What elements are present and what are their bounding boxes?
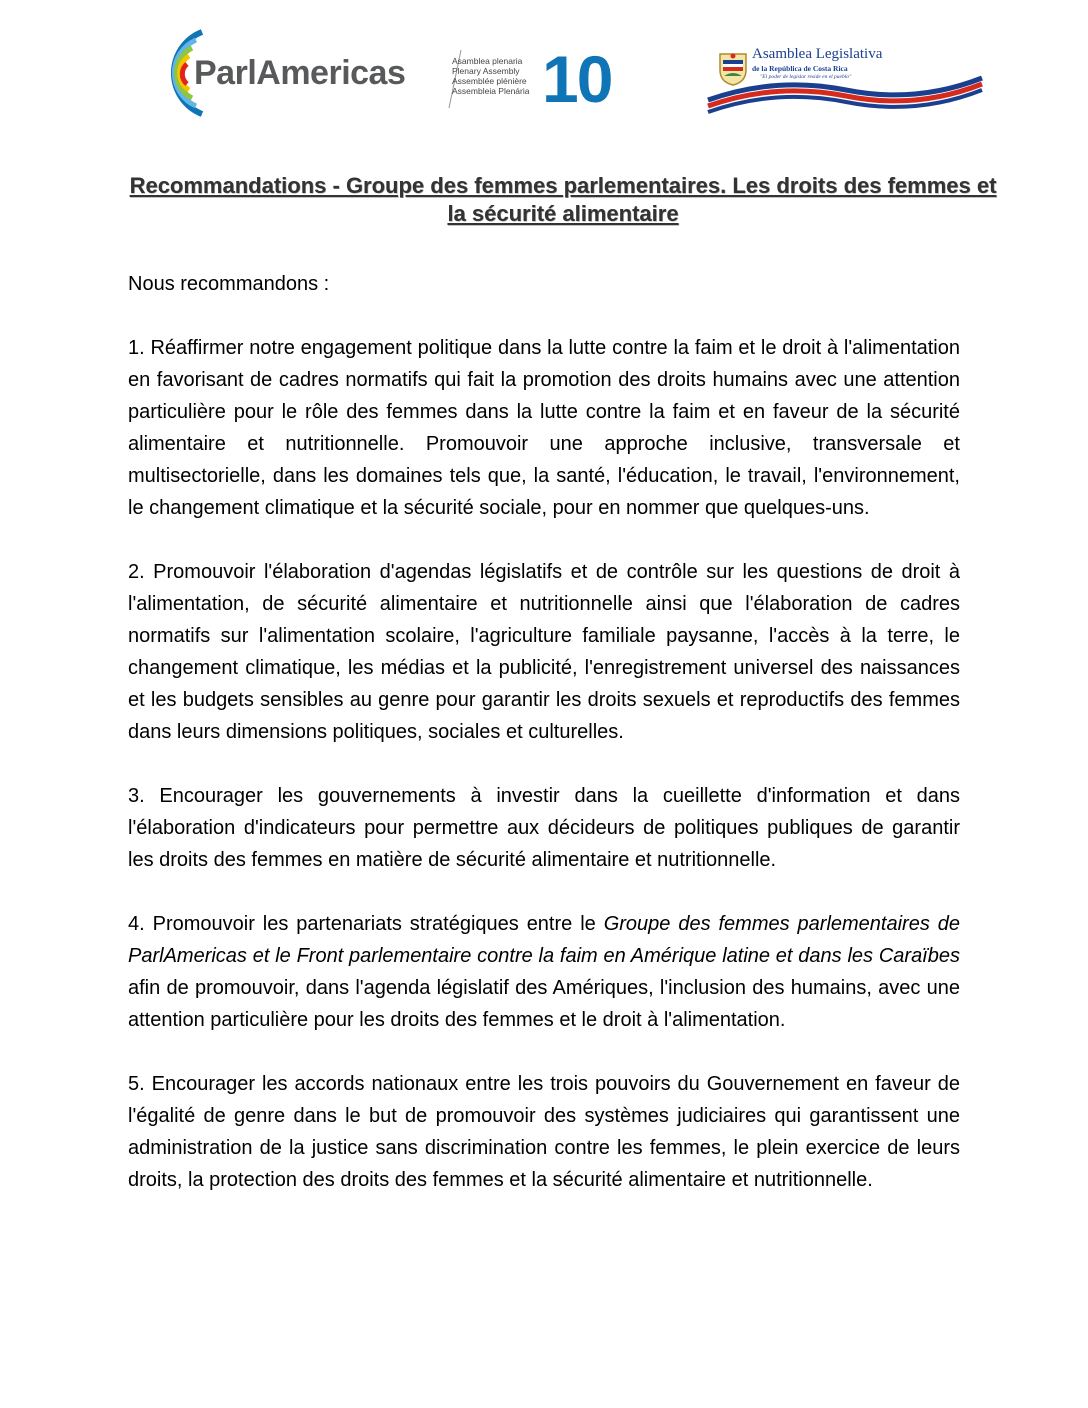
document-title: Recommandations - Groupe des femmes parlementaires. Les droits des femmes et la sécurité alimentaire — [129, 172, 997, 226]
assembly-line-es: Asamblea plenaria — [452, 56, 523, 66]
assembly-label — [452, 56, 529, 96]
recommendation-3: 3. Encourager les gouvernements à investir dans la cueillette d'information et dans l'élaboration d'indicateurs pour permettre aux décideurs de politiques publiques de garantir les droits des femmes en matière de sécurité alimentaire et nutritionnelle. — [128, 785, 960, 871]
flag-waves-icon — [706, 70, 984, 116]
assembly-line-fr: Assemblée plénière — [452, 76, 527, 86]
recommendation-2: 2. Promouvoir l'élaboration d'agendas législatifs et de contrôle sur les questions de droit à l'alimentation, de sécurité alimentaire et nutritionnelle ainsi que l'élaboration de cadres normatifs sur l'alimentation scolaire, l'agriculture familiale paysanne, l'accès à la terre, le changement climatique, les médias et la publicité, l'enregistrement universel des naissances et les budgets sensibles au genre pour garantir les droits sexuels et reproductifs des femmes dans leurs dimensions politiques, sociales et culturelles. — [128, 561, 960, 743]
recommendation-4 — [128, 908, 960, 1036]
document-body — [128, 268, 960, 1228]
host-subtitle: de la República de Costa Rica — [752, 64, 848, 73]
recommendation-4-trail: afin de promouvoir, dans l'agenda législatif des Amériques, l'inclusion des humains, avec une attention particulière pour les droits des femmes et le droit à l'alimentation. — [128, 977, 960, 1031]
assembly-number: 10 — [542, 42, 612, 116]
recommendation-5: 5. Encourager les accords nationaux entre les trois pouvoirs du Gouvernement en faveur de l'égalité de genre dans le but de promouvoir des systèmes judiciaires qui garantissent une administration de la justice sans discrimination contre les femmes, le plein exercice de leurs droits, la protection des droits des femmes et la sécurité alimentaire et nutritionnelle. — [128, 1073, 960, 1191]
host-motto: "El poder de legislar reside en el pueblo" — [760, 74, 852, 80]
parlamericas-logo — [132, 26, 642, 118]
assembly-line-en: Plenary Assembly — [452, 66, 520, 76]
intro-paragraph: Nous recommandons : — [128, 273, 330, 295]
recommendation-4-lead: 4. Promouvoir les partenariats stratégiques entre le — [128, 913, 604, 935]
page-header — [0, 0, 1088, 130]
recommendation-4-emphasis: Groupe des femmes parlementaires de ParlAmericas et le Front parlementaire contre la faim en Amérique latine et dans les Caraïbes — [128, 913, 960, 967]
assembly-line-pt: Assembleia Plenária — [452, 86, 530, 96]
brand-name: ParlAmericas — [194, 54, 406, 92]
recommendation-1: 1. Réaffirmer notre engagement politique dans la lutte contre la faim et le droit à l'alimentation en favorisant de cadres normatifs qui fait la promotion des droits humains avec une attention particulière pour le rôle des femmes dans la lutte contre la faim et en faveur de la sécurité alimentaire et nutritionnelle. Promouvoir une approche inclusive, transversale et multisectorielle, dans les domaines tels que, la santé, l'éducation, le travail, l'environnement, le changement climatique et la sécurité sociale, pour en nommer que quelques-uns. — [128, 337, 960, 519]
asamblea-legislativa-logo — [706, 44, 984, 116]
host-name: Asamblea Legislativa — [752, 46, 883, 62]
